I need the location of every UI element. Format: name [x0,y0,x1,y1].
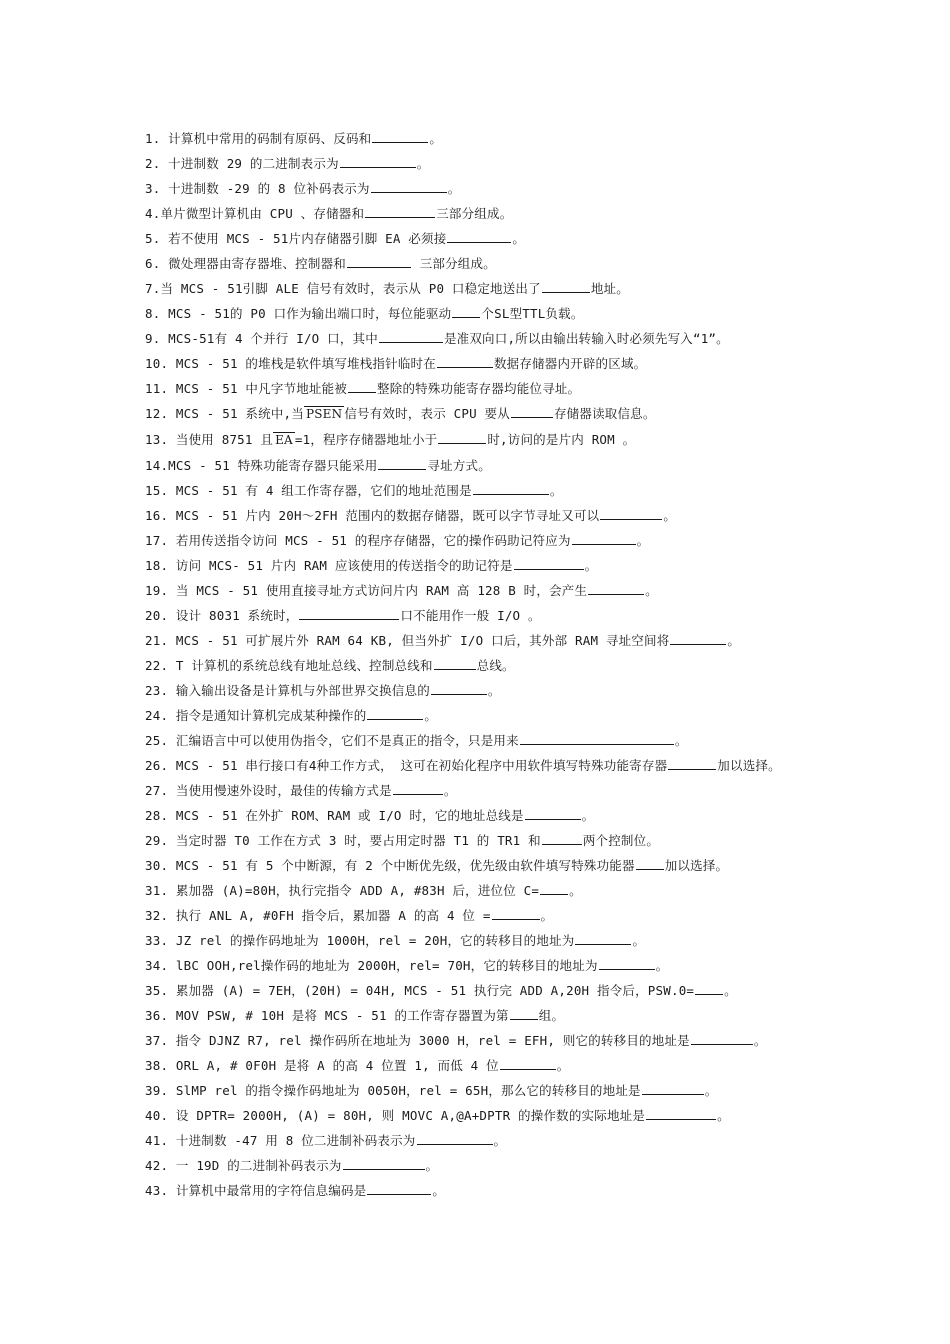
question-text: 2. 十进制数 29 的二进制表示为 [145,156,339,171]
question-text: 28. MCS - 51 在外扩 ROM、RAM 或 I/O 时，它的地址总线是 [145,808,524,823]
answer-blank[interactable] [642,1080,704,1095]
question-text: 。 [581,808,595,823]
question-item [145,528,815,553]
answer-blank[interactable] [367,1180,431,1195]
answer-blank[interactable] [520,730,674,745]
answer-blank[interactable] [542,278,590,293]
answer-blank[interactable] [572,530,636,545]
question-text: 信号有效时，表示 CPU 要从 [344,406,510,421]
question-item [145,1003,815,1028]
answer-blank[interactable] [367,705,423,720]
question-text: 41. 十进制数 -47 用 8 位二进制补码表示为 [145,1133,416,1148]
question-text: 。 [549,483,563,498]
question-text: 。 [655,958,669,973]
question-text: 。 [556,1058,570,1073]
question-text: 12. MCS - 51 系统中,当 [145,406,304,421]
question-item [145,251,815,276]
question-text: 。 [447,181,461,196]
answer-blank[interactable] [340,153,416,168]
question-item [145,978,815,1003]
question-item [145,301,815,326]
question-text: 24. 指令是通知计算机完成某种操作的 [145,708,367,723]
overline-signal: EA [275,433,293,447]
answer-blank[interactable] [371,178,447,193]
question-item [145,1028,815,1053]
question-item [145,653,815,678]
question-item [145,453,815,478]
answer-blank[interactable] [514,555,584,570]
question-text: 寻址方式。 [427,458,491,473]
answer-blank[interactable] [447,228,511,243]
question-item [145,1078,815,1103]
question-text: 22. T 计算机的系统总线有地址总线、控制总线和 [145,658,433,673]
answer-blank[interactable] [431,680,487,695]
answer-blank[interactable] [510,1005,538,1020]
question-text: 23. 输入输出设备是计算机与外部世界交换信息的 [145,683,430,698]
answer-blank[interactable] [599,955,655,970]
question-text: 36. MOV PSW, # 10H 是将 MCS - 51 的工作寄存器置为第 [145,1008,509,1023]
question-text: 33. JZ rel 的操作码地址为 1000H，rel = 20H，它的转移目的地址为 [145,933,575,948]
answer-blank[interactable] [365,203,435,218]
question-text: 时,访问的是片内 ROM 。 [487,432,636,447]
question-item [145,778,815,803]
answer-blank[interactable] [691,1030,753,1045]
question-text: 。 [727,633,741,648]
question-text: 25. 汇编语言中可以使用伪指令，它们不是真正的指令，只是用来 [145,733,519,748]
answer-blank[interactable] [575,930,631,945]
question-item [145,478,815,503]
question-text: 21. MCS - 51 可扩展片外 RAM 64 KB, 但当外扩 I/O 口后，其外部 RAM 寻址空间将 [145,633,670,648]
question-text: 20. 设计 8031 系统时， [145,608,299,623]
answer-blank[interactable] [347,253,411,268]
answer-blank[interactable] [670,630,726,645]
question-text: 加以选择。 [717,758,781,773]
question-text: 30. MCS - 51 有 5 个中断源，有 2 个中断优先级，优先级由软件填写特殊功能器 [145,858,635,873]
question-text: 地址。 [590,281,629,296]
question-text: 7.当 MCS - 51引脚 ALE 信号有效时，表示从 P0 口稳定地送出了 [145,281,541,296]
question-text: 。 [753,1033,767,1048]
answer-blank[interactable] [492,905,540,920]
question-text: 数据存储器内开辟的区域。 [493,356,647,371]
question-item [145,226,815,251]
question-text: 。 [432,1183,446,1198]
answer-blank[interactable] [378,455,426,470]
question-text: 4.单片微型计算机由 CPU 、存储器和 [145,206,365,221]
question-text: 16. MCS - 51 片内 20H～2FH 范围内的数据存储器，既可以字节寻址又可以 [145,508,600,523]
question-text: 26. MCS - 51 串行接口有4种工作方式， 这可在初始化程序中用软件填写特殊功能寄存器 [145,758,668,773]
question-item [145,1128,815,1153]
question-text: 。 [645,583,658,598]
question-item [145,578,815,603]
question-text: 。 [584,558,598,573]
question-item [145,276,815,301]
question-text: 10. MCS - 51 的堆栈是软件填写堆栈指针临时在 [145,356,436,371]
answer-blank[interactable] [646,1105,716,1120]
question-item [145,828,815,853]
question-item [145,376,815,401]
answer-blank[interactable] [668,755,716,770]
question-text: 27. 当使用慢速外设时，最佳的传输方式是 [145,783,392,798]
answer-blank[interactable] [434,655,476,670]
question-text: 。 [674,733,688,748]
question-item [145,803,815,828]
answer-blank[interactable] [417,1130,493,1145]
question-item [145,351,815,376]
question-text: 。 [512,231,526,246]
answer-blank[interactable] [540,880,568,895]
answer-blank[interactable] [473,480,549,495]
question-text: 。 [429,131,443,146]
overline-signal: PSEN [305,407,343,421]
question-text: 。 [425,1158,439,1173]
question-text: 口不能用作一般 I/O 。 [400,608,541,623]
question-item [145,201,815,226]
question-text: 5. 若不使用 MCS - 51片内存储器引脚 EA 必须接 [145,231,447,246]
question-text: 8. MCS - 51的 P0 口作为输出端口时，每位能驱动 [145,306,452,321]
question-text: 。 [569,883,582,898]
question-item [145,1178,815,1203]
answer-blank[interactable] [348,378,376,393]
question-item [145,628,815,653]
question-item [145,753,815,778]
question-text: 29. 当定时器 T0 工作在方式 3 时，要占用定时器 T1 的 TR1 和 [145,833,541,848]
question-text: 。 [424,708,438,723]
question-item [145,728,815,753]
answer-blank[interactable] [343,1155,425,1170]
question-item [145,878,815,903]
question-text: 1. 计算机中常用的码制有原码、反码和 [145,131,372,146]
question-text: 14.MCS - 51 特殊功能寄存器只能采用 [145,458,378,473]
answer-blank[interactable] [588,580,644,595]
answer-blank[interactable] [393,780,443,795]
question-text: 34. lBC OOH,rel操作码的地址为 2000H，rel= 70H，它的转移目的地址为 [145,958,598,973]
question-item [145,126,815,151]
answer-blank[interactable] [379,328,443,343]
question-item [145,503,815,528]
question-text: 两个控制位。 [582,833,660,848]
question-text: 17. 若用传送指令访问 MCS - 51 的程序存储器，它的操作码助记符应为 [145,533,571,548]
question-item [145,176,815,201]
answer-blank[interactable] [299,605,399,620]
question-text: 。 [443,783,457,798]
question-item [145,553,815,578]
question-item [145,1153,815,1178]
question-text: 18. 访问 MCS- 51 片内 RAM 应该使用的传送指令的助记符是 [145,558,513,573]
answer-blank[interactable] [452,303,480,318]
question-text: 43. 计算机中最常用的字符信息编码是 [145,1183,367,1198]
question-text: 15. MCS - 51 有 4 组工作寄存器，它们的地址范围是 [145,483,472,498]
question-text: 。 [724,983,737,998]
question-text: =1，程序存储器地址小于 [294,432,438,447]
question-text: 。 [717,1108,730,1123]
question-text: 6. 微处理器由寄存器堆、控制器和 [145,256,346,271]
question-text: 。 [487,683,501,698]
question-item [145,928,815,953]
question-text: 。 [493,1133,507,1148]
question-text: 39. SlMP rel 的指令操作码地址为 0050H，rel = 65H，那么它的转移目的地址是 [145,1083,641,1098]
answer-blank[interactable] [437,353,493,368]
question-text: 。 [663,508,677,523]
answer-blank[interactable] [542,830,582,845]
answer-blank[interactable] [636,855,664,870]
question-text: 三部分组成。 [411,256,496,271]
question-item [145,853,815,878]
question-item [145,326,815,351]
question-text: 3. 十进制数 -29 的 8 位补码表示为 [145,181,370,196]
question-text: 。 [636,533,650,548]
question-text: 总线。 [476,658,515,673]
answer-blank[interactable] [525,805,581,820]
question-text: 。 [416,156,430,171]
answer-blank[interactable] [511,403,553,418]
question-text: 40. 设 DPTR= 2000H, (A) = 80H, 则 MOVC A,@A+DPTR 的操作数的实际地址是 [145,1108,646,1123]
question-text: 是准双向口,所以由输出转输入时必须先写入“1”。 [443,331,729,346]
question-item [145,1053,815,1078]
question-text: 。 [540,908,554,923]
question-item [145,1103,815,1128]
question-text: 13. 当使用 8751 且 [145,432,274,447]
answer-blank[interactable] [500,1055,556,1070]
question-item [145,678,815,703]
question-item [145,401,815,427]
question-text: 存储器读取信息。 [553,406,656,421]
question-item [145,151,815,176]
question-text: 整除的特殊功能寄存器均能位寻址。 [377,381,581,396]
answer-blank[interactable] [600,505,662,520]
question-text: 。 [704,1083,718,1098]
question-text: 38. ORL A, # 0F0H 是将 A 的高 4 位置 1, 而低 4 位 [145,1058,499,1073]
question-text: 19. 当 MCS - 51 使用直接寻址方式访问片内 RAM 高 128 B 时，会产生 [145,583,588,598]
question-list [145,126,815,1203]
answer-blank[interactable] [372,128,428,143]
question-text: 11. MCS - 51 中凡字节地址能被 [145,381,348,396]
question-text: 32. 执行 ANL A, #0FH 指令后，累加器 A 的高 4 位 = [145,908,491,923]
question-item [145,703,815,728]
question-text: 三部分组成。 [436,206,513,221]
question-item [145,427,815,453]
question-text: 31. 累加器 (A)=80H，执行完指令 ADD A, #83H 后，进位位 C= [145,883,540,898]
question-text: 。 [632,933,646,948]
question-text: 个SL型TTL负载。 [481,306,584,321]
question-item [145,603,815,628]
question-text: 35. 累加器 (A) = 7EH，(20H) = 04H, MCS - 51 执行完 ADD A,20H 指令后，PSW.0= [145,983,695,998]
question-text: 组。 [538,1008,565,1023]
question-text: 42. 一 19D 的二进制补码表示为 [145,1158,342,1173]
question-text: 加以选择。 [664,858,729,873]
question-text: 37. 指令 DJNZ R7, rel 操作码所在地址为 3000 H，rel = EFH, 则它的转移目的地址是 [145,1033,690,1048]
answer-blank[interactable] [695,980,723,995]
question-item [145,953,815,978]
question-item [145,903,815,928]
answer-blank[interactable] [438,429,486,444]
question-text: 9. MCS-51有 4 个并行 I/O 口，其中 [145,331,378,346]
